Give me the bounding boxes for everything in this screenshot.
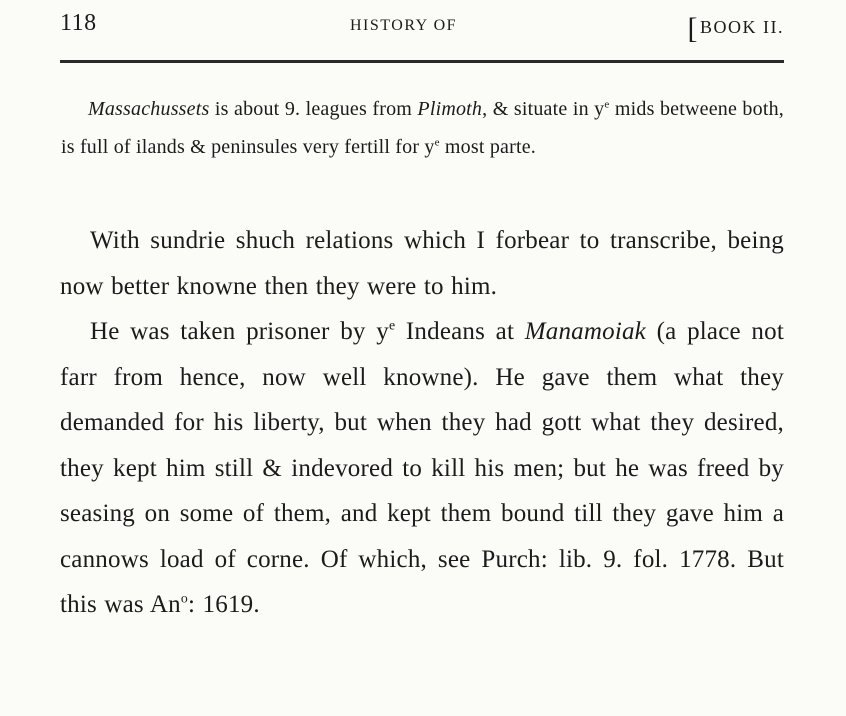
book-bracket: [ — [687, 12, 699, 45]
paragraph-2-text-2: Indeans at — [395, 318, 525, 345]
superscript: o — [180, 590, 188, 606]
superscript: e — [604, 98, 610, 111]
book-reference-text: BOOK II. — [700, 17, 784, 37]
book-reference — [687, 12, 785, 45]
paragraph-2-text-3: (a place not farr from hence, now well knowne). He gave them what they demanded for his liberty, but when they had gott what they desired, they kept him still & indevored to kill his men; but he was freed by seasing on some of them, and kept them bound till they gave him a cannows load of corne. Of which, see Purch: lib. 9. fol. 1778. But this was An — [60, 318, 784, 618]
header-rule — [60, 60, 784, 63]
superscript: e — [388, 317, 396, 333]
quote-text-4: most parte. — [439, 136, 536, 158]
place-name-massachussets: Massachussets — [88, 98, 210, 120]
superscript: e — [434, 136, 440, 149]
place-name-plimoth: Plimoth — [417, 98, 483, 120]
running-header — [60, 10, 784, 44]
place-name-manamoiak: Manamoiak — [524, 318, 646, 345]
quote-text-1: is about 9. leagues from — [209, 98, 418, 120]
paragraph-2-text-1: He was taken prisoner by y — [90, 318, 389, 345]
paragraph-2-text-4: : 1619. — [187, 591, 260, 618]
page-number: 118 — [60, 10, 97, 36]
quote-text-3: mids betweene both, is full of ilands & peninsules very fertill for y — [61, 98, 784, 158]
paragraph-1: With sundrie shuch relations which I forbear to transcribe, being now better knowne then they were to him. — [60, 227, 784, 300]
running-title: HISTORY OF — [350, 17, 458, 34]
quoted-passage — [61, 90, 784, 166]
quote-text-2: , & situate in y — [482, 98, 605, 120]
paragraph-2 — [60, 309, 784, 628]
